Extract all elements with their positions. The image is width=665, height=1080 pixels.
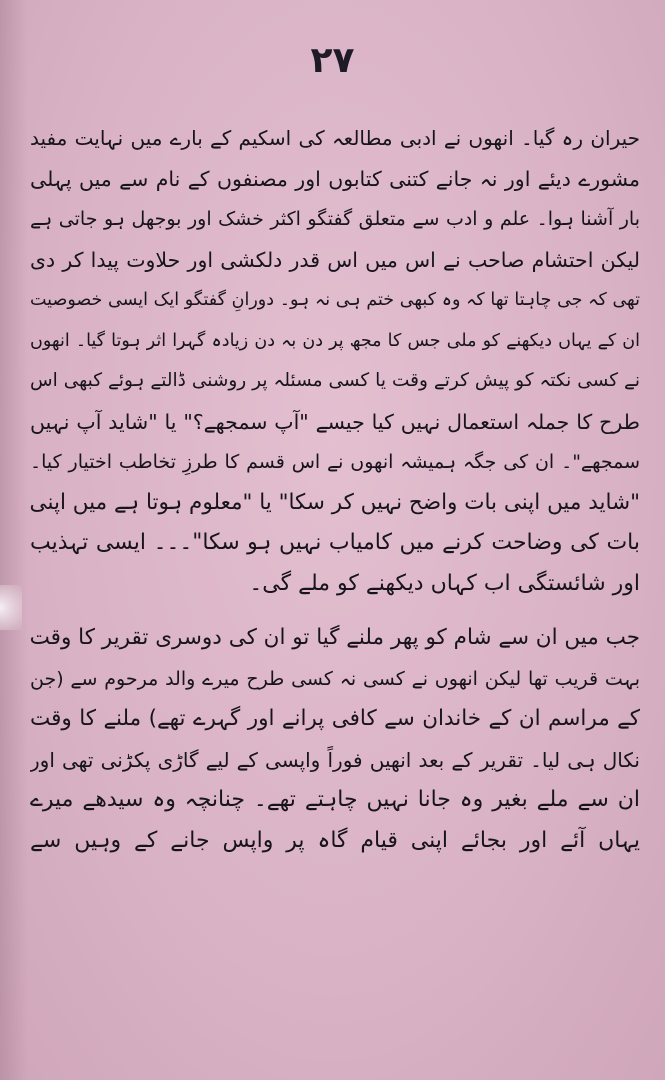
text-line: ان کے یہاں دیکھنے کو ملی جس کا مجھ پر دن بہ دن زیادہ گہرا اثر ہوتا گیا۔ انھوں (30, 330, 640, 351)
paragraph-gap (30, 604, 640, 618)
text-line: جب میں ان سے شام کو پھر ملنے گیا تو ان کی دوسری تقریر کا وقت (30, 625, 640, 650)
text-line: نے کسی نکتہ کو پیش کرتے وقت یا کسی مسئلہ پر روشنی ڈالتے ہوئے کبھی اس (30, 370, 640, 391)
page-binding-shadow (0, 0, 28, 1080)
body-text (30, 118, 640, 861)
text-line: ان سے ملے بغیر وہ جانا نہیں چاہتے تھے۔ چنانچہ وہ سیدھے میرے (30, 787, 640, 812)
text-line: بار آشنا ہوا۔ علم و ادب سے متعلق گفتگو اکثر خشک اور بوجھل ہو جاتی ہے (30, 208, 640, 230)
text-line: "شاید میں اپنی بات واضح نہیں کر سکا" یا "معلوم ہوتا ہے میں اپنی (30, 489, 640, 515)
text-line: سمجھے"۔ ان کی جگہ ہمیشہ انھوں نے اس قسم کا طرزِ تخاطب اختیار کیا۔ (30, 451, 640, 473)
text-line: بات کی وضاحت کرنے میں کامیاب نہیں ہو سکا"۔۔۔ ایسی تہذیب (30, 530, 640, 555)
text-line: مشورے دیئے اور نہ جانے کتنی کتابوں اور مصنفوں کے نام سے میں پہلی (30, 166, 640, 191)
text-line: اور شائستگی اب کہاں دیکھنے کو ملے گی۔ (249, 570, 640, 596)
text-line: بہت قریب تھا لیکن انھوں نے کسی نہ کسی طرح میرے والد مرحوم سے (جن (30, 667, 640, 690)
text-line: تھی کہ جی چاہتا تھا کہ وہ کبھی ختم ہی نہ ہو۔ دورانِ گفتگو ایک ایسی خصوصیت (30, 290, 640, 310)
page-edge-glare (0, 585, 22, 630)
text-line: نکال ہی لیا۔ تقریر کے بعد انھیں فوراً واپسی کے لیے گاڑی پکڑنی تھی اور (30, 747, 640, 772)
text-line: یہاں آئے اور بجائے اپنی قیام گاہ پر واپس جانے کے وہیں سے (30, 827, 640, 853)
page-number: ۲۷ (310, 40, 355, 81)
text-line: طرح کا جملہ استعمال نہیں کیا جیسے "آپ سمجھے؟" یا "شاید آپ نہیں (30, 409, 640, 434)
text-line: حیران رہ گیا۔ انھوں نے ادبی مطالعہ کی اسکیم کے بارے میں نہایت مفید (30, 126, 640, 150)
text-line: لیکن احتشام صاحب نے اس میں اس قدر دلکشی اور حلاوت پیدا کر دی (30, 247, 640, 272)
text-line: کے مراسم ان کے خاندان سے کافی پرانے اور گہرے تھے) ملنے کا وقت (30, 706, 640, 731)
